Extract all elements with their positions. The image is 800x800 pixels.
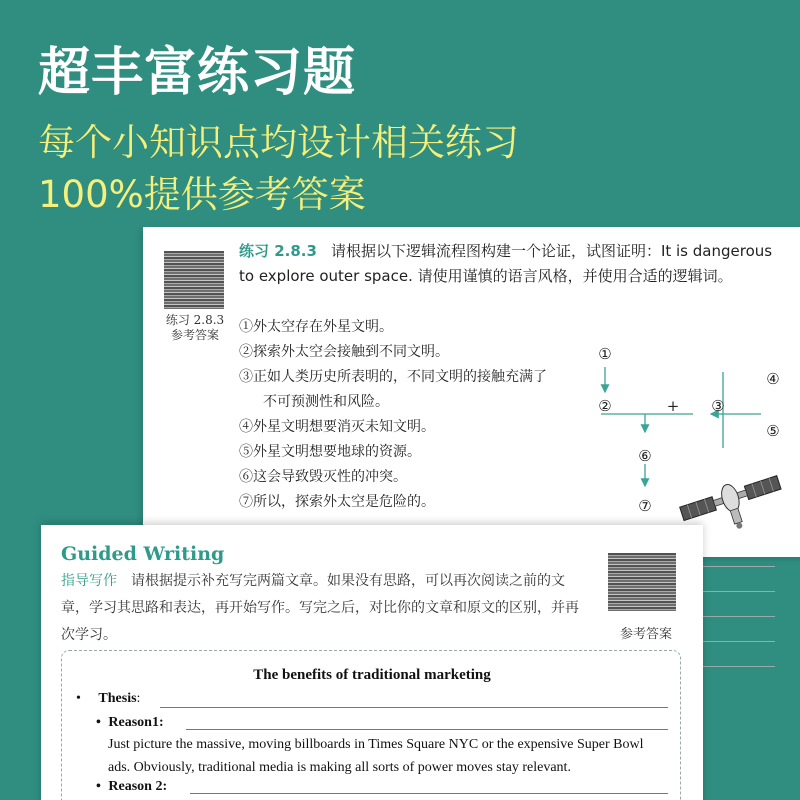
reason2-row	[96, 779, 167, 795]
answer-lines	[703, 566, 775, 691]
flow-node-6: ⑥	[638, 447, 652, 465]
step-item: ④外星文明想要消灭未知文明。	[239, 419, 435, 435]
outline-box	[61, 650, 681, 800]
guided-writing-instructions	[61, 568, 581, 649]
bullet-icon: •	[96, 715, 101, 730]
qr-caption: 练习 2.8.3 参考答案	[165, 313, 225, 342]
outline-title: The benefits of traditional marketing	[253, 667, 491, 683]
step-item: ⑥这会导致毁灭性的冲突。	[239, 469, 407, 485]
flow-node-2: ②	[598, 397, 612, 415]
step-item: ③正如人类历史所表明的，不同文明的接触充满了	[239, 369, 547, 385]
guided-writing-title: Guided Writing	[61, 543, 225, 565]
bullet-icon: •	[96, 779, 101, 794]
exercise-page	[143, 227, 800, 557]
qr-code-icon[interactable]	[164, 251, 224, 309]
hero-subtitle-line2: 100%提供参考答案	[38, 173, 366, 216]
reason1-text: Just picture the massive, moving billboards in Times Square NYC or the expensive Super Bowl ads. Obviously, traditional media is making all sorts of power moves stay relevant.	[108, 737, 644, 775]
flow-node-7: ⑦	[638, 497, 652, 515]
hero-title: 超丰富练习题	[38, 43, 357, 103]
bullet-icon: •	[76, 691, 81, 706]
exercise-prompt	[239, 239, 777, 289]
step-item: ⑤外星文明想要地球的资源。	[239, 444, 421, 460]
step-item: ①外太空存在外星文明。	[239, 319, 393, 335]
guided-writing-page	[41, 525, 703, 800]
qr-caption: 参考答案	[619, 627, 672, 642]
step-list	[239, 315, 547, 515]
step-item: ⑦所以，探索外太空是危险的。	[239, 494, 435, 510]
thesis-label: Thesis	[98, 691, 137, 706]
flow-node-5: ⑤	[766, 422, 780, 440]
thesis-row: • Thesis:	[76, 691, 141, 706]
hero-subtitle-line1: 每个小知识点均设计相关练习	[38, 121, 519, 164]
reason2-answer-line[interactable]	[190, 793, 668, 794]
flow-node-1: ①	[598, 345, 612, 363]
step-item: ②探索外太空会接触到不同文明。	[239, 344, 449, 360]
exercise-prompt-text: 请根据以下逻辑流程图构建一个论证，试图证明：It is dangerous to explore outer space. 请使用谨慎的语言风格，并使用合适的逻辑词。	[239, 242, 773, 285]
thesis-answer-line[interactable]	[160, 707, 668, 708]
reason1-answer-line[interactable]	[186, 729, 668, 730]
guided-writing-label: 指导写作	[61, 573, 117, 589]
guided-writing-text: 请根据提示补充写完两篇文章。如果没有思路，可以再次阅读之前的文章，学习其思路和表达，再开始写作。写完之后，对比你的文章和原文的区别，并再次学习。	[61, 573, 579, 643]
reason2-label: Reason 2:	[108, 779, 168, 794]
flow-node-4: ④	[766, 370, 780, 388]
flow-plus: +	[666, 397, 680, 415]
flow-node-3: ③	[711, 397, 725, 415]
reason1-row	[96, 715, 164, 731]
exercise-number: 练习 2.8.3	[239, 242, 317, 260]
qr-code-icon[interactable]	[608, 553, 676, 611]
reason1-label: Reason1:	[108, 715, 164, 730]
step-item: 不可预测性和风险。	[263, 394, 389, 410]
